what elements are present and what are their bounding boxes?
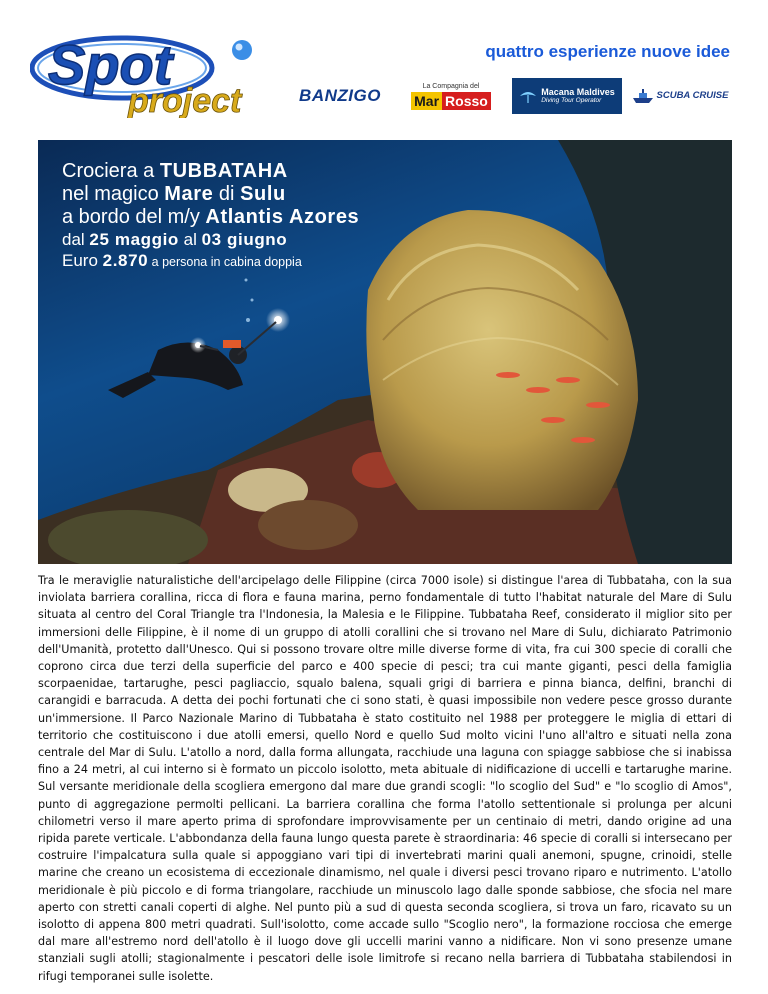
scuba-cruise-logo[interactable] [630, 80, 730, 112]
mar-rosso-logo[interactable] [398, 80, 504, 112]
hero-l3-b: Atlantis Azores [205, 206, 360, 228]
hero-l4-a: dal [62, 230, 90, 249]
hero-l5-a: Euro [62, 251, 103, 270]
scuba-cruise-text: SCUBA CRUISE [656, 89, 729, 101]
description-paragraph: Tra le meraviglie naturalistiche dell'arcipelago delle Filippine (circa 7000 isole) si distingue l'area di Tubbataha, con la sua inviolata barriera corallina, ricca di flora e fauna marina, perno fondamentale di tutto l'habitat naturale del Mare di Sulu situata al centro del Coral Triangle tra l'Indonesia, la Malesia e le Filippine. Tubbataha Reef, considerato il miglior sito per immersioni delle Filippine, è il nome di un gruppo di atolli corallini che si trovano nel Mare di Sulu, dichiarato Patrimonio dell'Umanità, protetto dall'Unesco. Qui si possono trovare oltre mille diverse forme di vita, fra cui 300 specie di coralli che coprono circa due terzi della superficie del parco e 400 specie di pesci; tra cui mante giganti, pesci della famiglia scorpaenidae, tartarughe, pesci pagliaccio, squalo balena, squali grigi di barriera e pinna bianca, delfini, branchi di carangidi e barracuda. A detta dei pochi fortunati che ci sono stati, è quasi impossibile non vedere pesce grosso durante un'immersione. Il Parco Nazionale Marino di Tubbataha è stato costituito nel 1988 per proteggere le miglia di ettari di territorio che costituiscono i due atolli emersi, quello Nord e quello Sud molto vicini l'uno all'altro e situati nella zona centrale del Mar di Sulu. L'atollo a nord, dalla forma allungata, racchiude una laguna con spiagge sabbiose che si inabissa fino a 24 metri, al cui interno si è formato un piccolo isolotto, meta abituale di nidificazione di uccelli e tartarughe marine. Sul versante meridionale della scogliera emergono dal mare due grandi scogli: "lo scoglio del Sud" e "lo scoglio di Amos", punto di aggregazione permolti pellicani. La barriera corallina che forma l'atollo settentionale si prolunga per alcuni chilometri verso il mare aperto prima di sprofondare improvvisamente per un centinaio di metri, dando origine ad una ripida parete verticale. L'abbondanza della fauna lungo questa parete è straordinaria: 46 specie di coralli si intersecano per costruire l'impalcatura sulla quale si appoggiano vari tipi di invertebrati marini quali anemoni, spugne, crinoidi, stelle marine che creano un ecosistema di eccezionale dinamismo, nel quale i diversi pesci trovano riparo e nutrimento. L'atollo meridionale è più piccolo e di forma triangolare, racchiude un minuscolo lago dalle sponde sabbiose, che sfocia nel mare aperto con stretti canali coperti di alghe. Nel punto più a sud di questa seconda scogliera, si trova un faro, ricavato su un isolotto di appena 800 metri quadrati. Sull'isolotto, come accade sullo "Scoglio nero", la formazione rocciosa che emerge dal mare all'estremo nord dell'atollo è il luogo dove gli uccelli marini vanno a nidificare. Non vi sono presenze umane stanziali sugli atolli; stagionalmente i pescatori delle isole limitrofe si recano nella barriera di Tubbataha stabilendosi in rifugi temporanei sulle isolette. [38, 574, 732, 983]
macana-name: Macana Maldives [541, 87, 615, 98]
banzigo-logo[interactable] [290, 80, 390, 112]
hero-l2-c: di [213, 183, 241, 205]
tagline: quattro esperienze nuove idee [485, 42, 730, 61]
macana-maldives-logo[interactable] [512, 78, 622, 114]
macana-sub: Diving Tour Operator [541, 97, 602, 105]
spot-project-logo[interactable] [30, 22, 262, 118]
logo-project-text: project [128, 82, 242, 118]
hero-l2-a: nel magico [62, 183, 165, 205]
hero-l3-a: a bordo del m/y [62, 206, 206, 228]
hero-l1-a: Crociera a [62, 160, 160, 182]
boat-icon [632, 88, 654, 104]
hero-l4-c: al [178, 230, 202, 249]
mar-text: Mar [411, 92, 442, 110]
hero-l2-d: Sulu [240, 183, 286, 205]
spot-project-logo-graphic [30, 22, 262, 118]
hero-line-2 [62, 183, 359, 206]
rosso-text: Rosso [442, 92, 491, 110]
banzigo-logo-text: BANZIGO [299, 86, 381, 105]
hero-l5-c: a persona in cabina doppia [148, 255, 302, 269]
hero-l1-b: TUBBATAHA [159, 160, 288, 182]
hero-l4-d: 03 giugno [201, 230, 288, 249]
hero-l2-b: Mare [164, 183, 214, 205]
hero-line-4 [62, 229, 359, 250]
hero-line-5 [62, 250, 359, 273]
mar-rosso-small-text: La Compagnia del [422, 82, 480, 90]
hero-l5-b: 2.870 [102, 251, 149, 270]
manta-icon [519, 87, 537, 105]
logo-spot-text: Spot [48, 33, 173, 96]
hero-image [38, 140, 732, 564]
hero-line-3 [62, 206, 359, 229]
partner-logos [290, 76, 736, 116]
hero-text-block [62, 160, 359, 273]
hero-line-1 [62, 160, 359, 183]
hero-l4-b: 25 maggio [89, 230, 179, 249]
